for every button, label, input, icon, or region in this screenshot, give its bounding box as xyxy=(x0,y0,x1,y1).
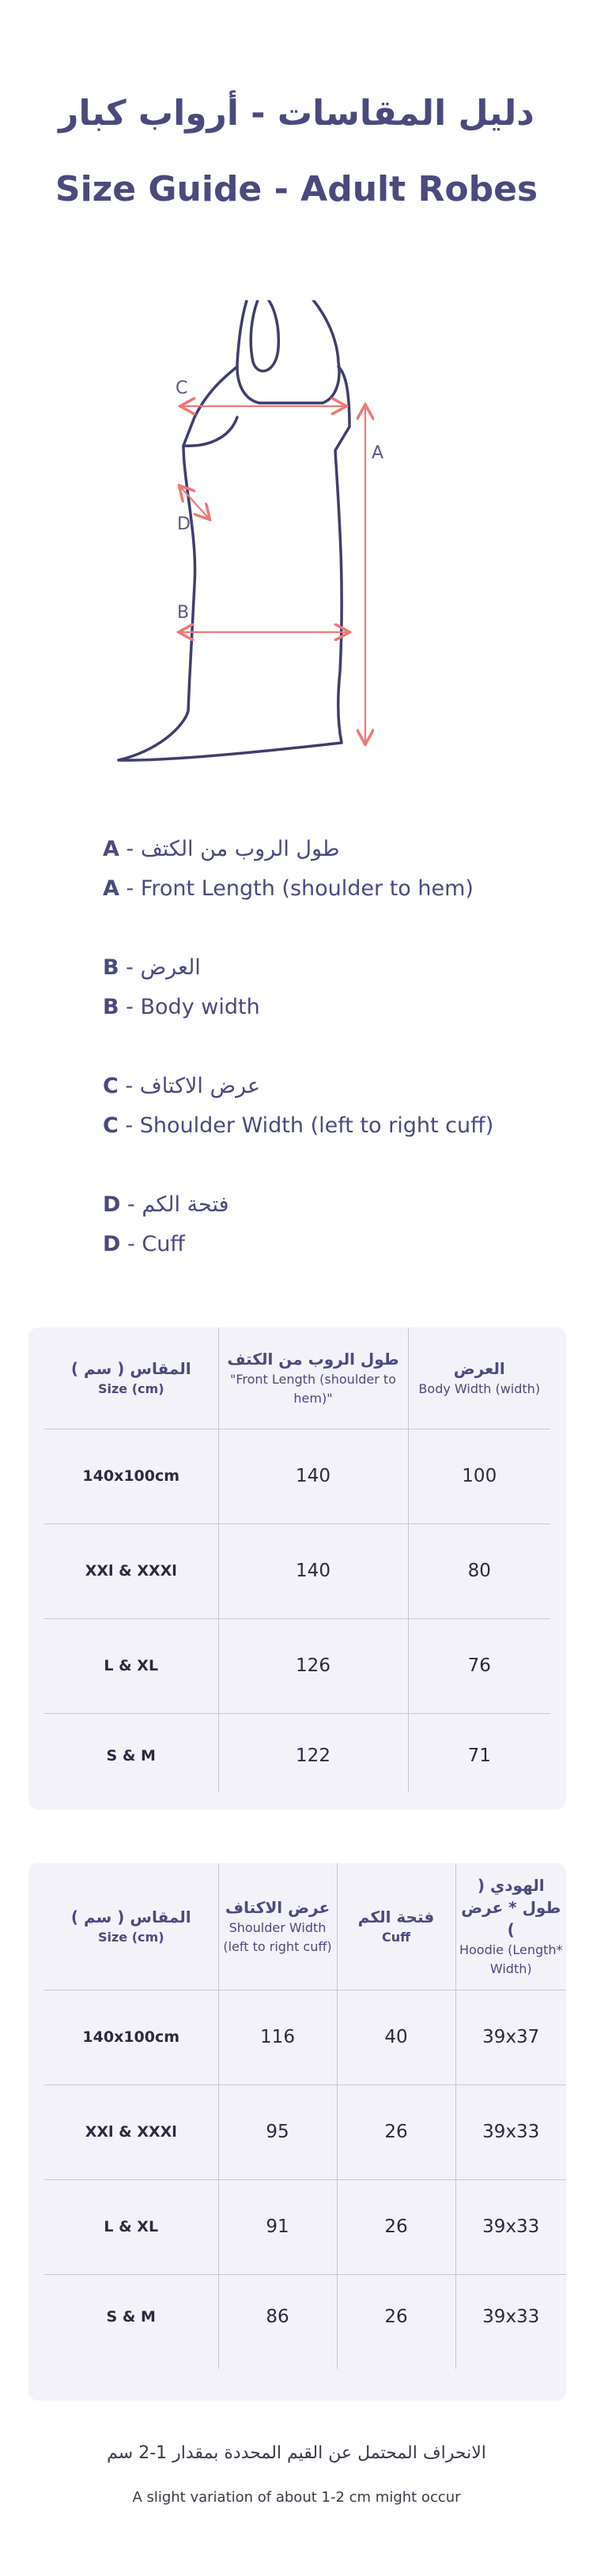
table-row xyxy=(44,1429,550,1523)
table-header-row xyxy=(44,1328,550,1429)
cell-body-width: 76 xyxy=(408,1618,550,1713)
cell-cuff: 40 xyxy=(337,1990,455,2085)
cell-size: S & M xyxy=(44,1713,218,1792)
table-row xyxy=(44,1990,566,2085)
legend-group-b xyxy=(103,948,546,1027)
label-b: B xyxy=(177,603,190,623)
table-row xyxy=(44,1523,550,1618)
legend-group-d xyxy=(103,1185,546,1264)
legend-b-arabic: B - العرض xyxy=(103,955,201,980)
cell-size: XXl & XXXl xyxy=(44,1523,218,1618)
legend-d-english: D - Cuff xyxy=(103,1232,185,1256)
cell-body-width: 71 xyxy=(408,1713,550,1792)
cell-size: L & XL xyxy=(44,2179,218,2274)
cell-hoodie: 39x33 xyxy=(455,2274,566,2369)
cell-cuff: 26 xyxy=(337,2179,455,2274)
cell-cuff: 26 xyxy=(337,2085,455,2179)
label-c: C xyxy=(176,378,188,398)
legend-b-english: B - Body width xyxy=(103,995,260,1019)
robe-diagram xyxy=(0,300,593,790)
cell-size: L & XL xyxy=(44,1618,218,1713)
cell-shoulder-width: 91 xyxy=(218,2179,337,2274)
cell-size: S & M xyxy=(44,2274,218,2369)
robe-illustration xyxy=(0,300,593,790)
cell-front-length: 140 xyxy=(218,1429,408,1523)
header-cuff: فتحة الكم Cuff xyxy=(337,1863,455,1990)
cell-size: 140x100cm xyxy=(44,1990,218,2085)
header-hoodie: الهودي ( طول * عرض ) Hoodie (Length* Width) xyxy=(455,1863,566,1990)
table-header-row xyxy=(44,1863,566,1990)
legend-d-arabic: D - فتحة الكم xyxy=(103,1192,229,1217)
legend-c-arabic: C - عرض الاكتاف xyxy=(103,1074,261,1098)
table-row xyxy=(44,2274,566,2369)
page-title-english: Size Guide - Adult Robes xyxy=(55,169,538,209)
cell-hoodie: 39x37 xyxy=(455,1990,566,2085)
cell-front-length: 140 xyxy=(218,1523,408,1618)
table-row xyxy=(44,1618,550,1713)
legend-c-english: C - Shoulder Width (left to right cuff) xyxy=(103,1113,494,1138)
cell-body-width: 100 xyxy=(408,1429,550,1523)
cell-front-length: 122 xyxy=(218,1713,408,1792)
arrow-d xyxy=(180,487,209,518)
cell-body-width: 80 xyxy=(408,1523,550,1618)
table-row xyxy=(44,1713,550,1792)
header-size: المقاس ( سم ) Size (cm) xyxy=(70,1358,191,1396)
header-front-length: طول الروب من الكتف "Front Length (shoulder to hem)" xyxy=(218,1328,408,1429)
cell-size: XXl & XXXl xyxy=(44,2085,218,2179)
size-table-1 xyxy=(44,1328,550,1792)
cell-cuff: 26 xyxy=(337,2274,455,2369)
cell-shoulder-width: 116 xyxy=(218,1990,337,2085)
header-size: المقاس ( سم ) Size (cm) xyxy=(70,1907,191,1945)
header-shoulder-width: عرض الاكتاف Shoulder Width (left to right cuff) xyxy=(218,1863,337,1990)
cell-shoulder-width: 95 xyxy=(218,2085,337,2179)
size-table-2-card xyxy=(28,1863,566,2401)
legend-a-arabic: A - طول الروب من الكتف xyxy=(103,837,340,861)
table-row xyxy=(44,2179,566,2274)
cell-size: 140x100cm xyxy=(44,1429,218,1523)
header-body-width: العرض Body Width (width) xyxy=(408,1328,550,1429)
variation-note-arabic: الانحراف المحتمل عن القيم المحددة بمقدار 1-2 سم xyxy=(107,2443,486,2463)
label-a: A xyxy=(372,443,384,463)
size-table-2 xyxy=(44,1863,566,2369)
label-d: D xyxy=(177,514,191,534)
page-title-arabic: دليل المقاسات - أرواب كبار xyxy=(59,93,534,134)
robe-outline xyxy=(119,300,349,760)
size-table-1-card xyxy=(28,1328,566,1810)
cell-shoulder-width: 86 xyxy=(218,2274,337,2369)
variation-note-english: A slight variation of about 1-2 cm might occur xyxy=(132,2489,461,2506)
cell-hoodie: 39x33 xyxy=(455,2179,566,2274)
legend-a-english: A - Front Length (shoulder to hem) xyxy=(103,876,474,901)
table-row xyxy=(44,2085,566,2179)
cell-front-length: 126 xyxy=(218,1618,408,1713)
legend-group-a xyxy=(103,830,546,909)
measurement-legend xyxy=(103,830,546,1304)
legend-group-c xyxy=(103,1067,546,1146)
cell-hoodie: 39x33 xyxy=(455,2085,566,2179)
